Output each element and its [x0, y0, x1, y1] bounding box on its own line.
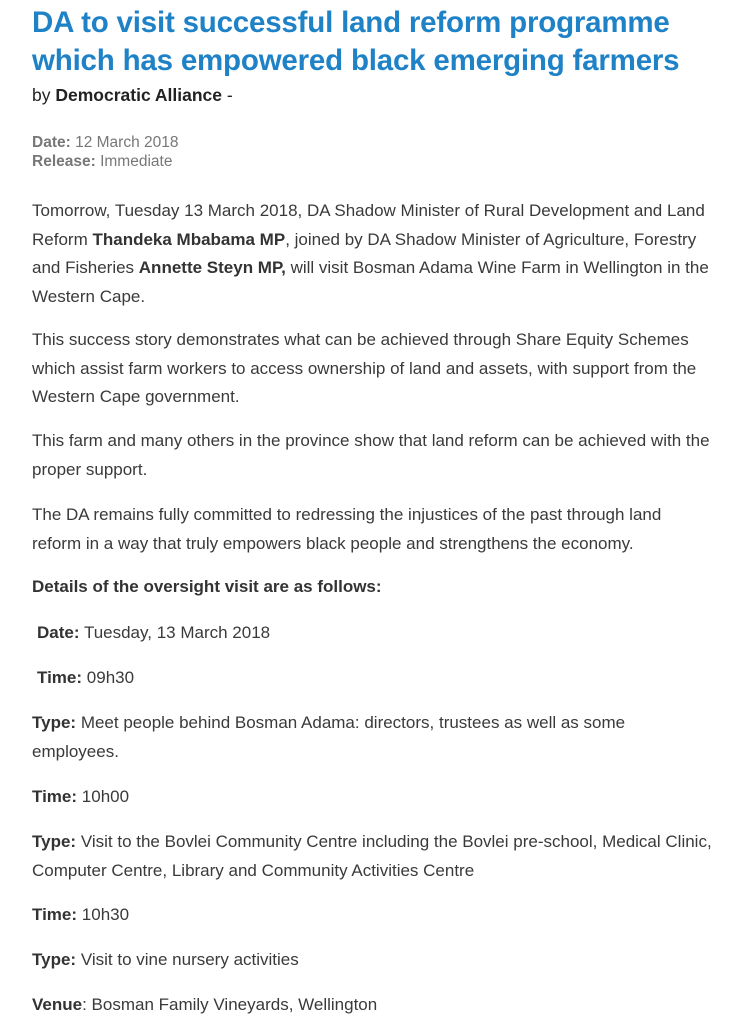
detail-value: 10h00 [81, 787, 130, 806]
detail-label: Type: [32, 832, 77, 851]
meta-release [32, 152, 713, 171]
detail-row [32, 619, 713, 648]
release-meta [32, 133, 713, 171]
paragraph-success-story: This success story demonstrates what can be achieved through Share Equity Schemes which assist farm workers to access ownership of land and assets, with support from the Western Cape government. [32, 330, 697, 406]
minister-name-1: Thandeka Mbabama MP [92, 229, 286, 249]
detail-label: Date: [37, 623, 80, 642]
byline-suffix: - [226, 85, 233, 105]
detail-row [32, 709, 713, 766]
detail-row [32, 664, 713, 693]
author-link[interactable]: Democratic Alliance [55, 85, 223, 105]
detail-label: Time: [32, 905, 78, 924]
detail-value: Tuesday, 13 March 2018 [83, 623, 271, 642]
detail-label: Time: [32, 787, 78, 806]
detail-value: : Bosman Family Vineyards, Wellington [82, 995, 378, 1014]
byline [32, 84, 713, 106]
intro-text-c: will visit Bosman Adama Wine Farm in Wellington in the Western Cape. [32, 258, 709, 306]
minister-name-2: Annette Steyn MP, [138, 258, 286, 277]
details-heading: Details of the oversight visit are as follows: [32, 577, 382, 596]
detail-row [32, 783, 713, 812]
article-title: DA to visit successful land reform programme which has empowered black emerging farmers [32, 6, 680, 77]
detail-label: Time: [37, 668, 83, 687]
intro-text-b: , joined by DA Shadow Minister of Agriculture, Forestry and Fisheries [32, 229, 697, 277]
detail-value: Visit to vine nursery activities [80, 950, 299, 969]
detail-row [32, 991, 713, 1020]
detail-value: Meet people behind Bosman Adama: directors, trustees as well as some employees. [32, 713, 626, 761]
detail-row [32, 946, 713, 975]
detail-row [32, 901, 713, 930]
meta-release-label: Release: [32, 153, 96, 170]
intro-text-a: Tomorrow, Tuesday 13 March 2018, DA Shadow Minister of Rural Development and Land Reform [32, 201, 705, 249]
detail-row [32, 828, 713, 885]
meta-date-label: Date: [32, 134, 71, 151]
meta-date-value: 12 March 2018 [75, 134, 179, 151]
detail-value: 09h30 [86, 668, 135, 687]
paragraph-province: This farm and many others in the province show that land reform can be achieved with the proper support. [32, 431, 710, 479]
detail-label: Venue [32, 995, 83, 1014]
paragraph-intro [32, 197, 713, 311]
detail-label: Type: [32, 713, 77, 732]
meta-release-value: Immediate [100, 153, 173, 170]
paragraph-commitment: The DA remains fully committed to redressing the injustices of the past through land reform in a way that truly empowers black people and strengthens the economy. [32, 505, 662, 553]
meta-date [32, 133, 713, 152]
detail-value: 10h30 [81, 905, 130, 924]
detail-value: Visit to the Bovlei Community Centre including the Bovlei pre-school, Medical Clinic, Computer Centre, Library and Community Activities Centre [32, 832, 712, 880]
article [0, 0, 737, 171]
detail-label: Type: [32, 950, 77, 969]
byline-prefix: by [32, 85, 51, 105]
